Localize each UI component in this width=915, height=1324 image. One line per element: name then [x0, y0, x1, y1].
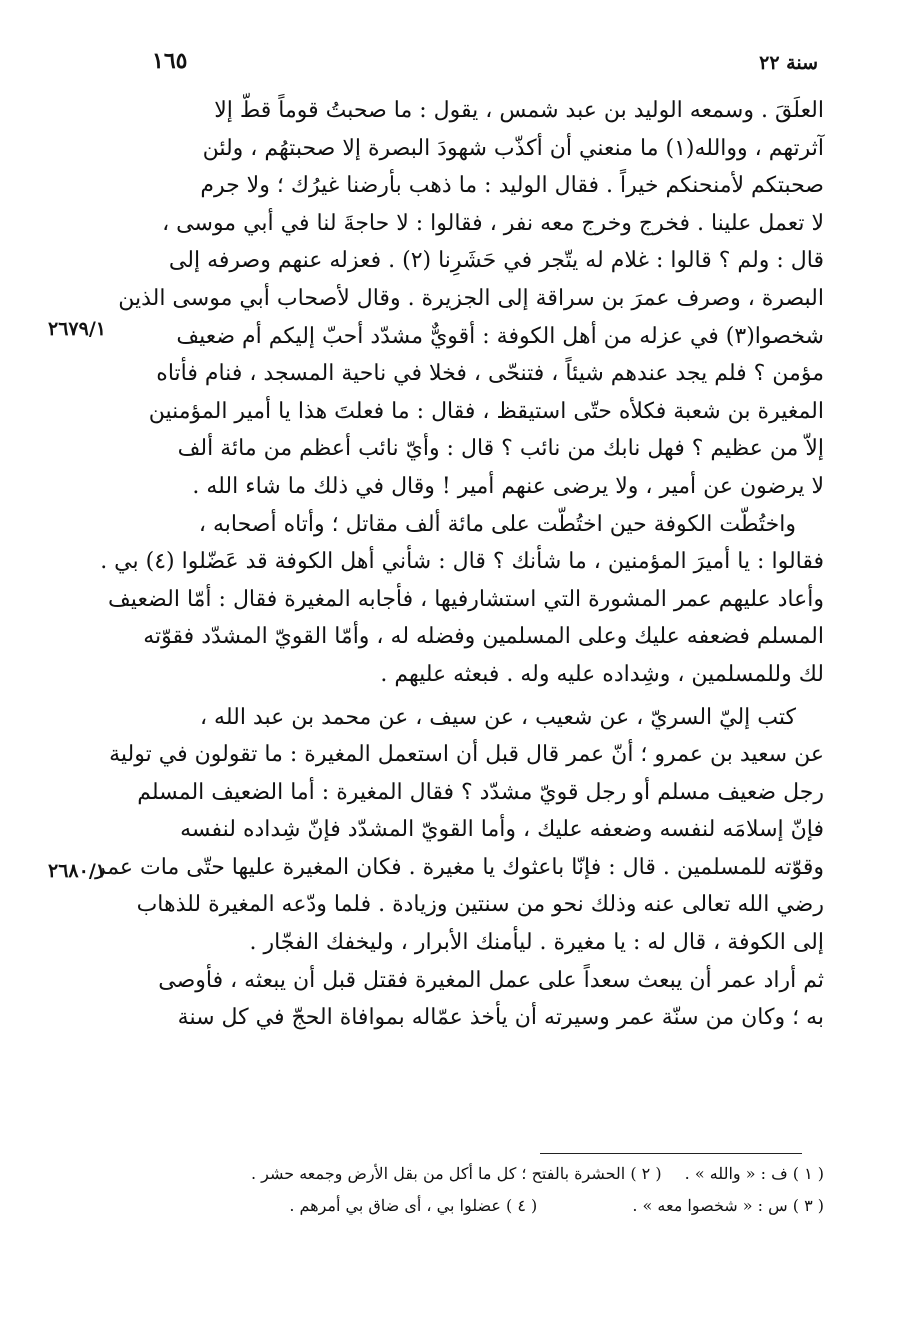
text-line: المغيرة بن شعبة فكلأه حتّى استيقظ ، فقال : ما فعلتَ هذا يا أمير المؤمنين	[148, 398, 824, 424]
text-line: العلَقَ . وسمعه الوليد بن عبد شمس ، يقول : ما صحبتُ قوماً قطّ إلا	[214, 98, 824, 123]
text-line: وأعاد عليهم عمر المشورة التي استشارفيها ، فأجابه المغيرة فقال : أمّا الضعيف	[108, 586, 824, 612]
running-title-year: سنة ٢٢	[759, 52, 818, 74]
footnote-row	[148, 1158, 824, 1190]
footnotes	[148, 1158, 824, 1222]
footnote-2: ( ٢ ) الحشرة بالفتح ؛ كل ما أكل من بقل الأرض وجمعه حشر .	[250, 1164, 662, 1183]
text-line: لك وللمسلمين ، وشِداده عليه وله . فبعثه عليهم .	[380, 661, 824, 687]
text-line: مؤمن ؟ فلم يجد عندهم شيئاً ، فتنحّى ، فخلا في ناحية المسجد ، فنام فأتاه	[156, 361, 824, 387]
text-line: لا تعمل علينا . فخرج وخرج معه نفر ، فقالوا : لا حاجةَ لنا في أبي موسى ،	[162, 210, 824, 236]
text-line: كتب إليّ السريّ ، عن شعيب ، عن سيف ، عن محمد بن عبد الله ،	[199, 704, 796, 730]
text-line: فقالوا : يا أميرَ المؤمنين ، ما شأنك ؟ قال : شأني أهل الكوفة قد عَضّلوا (٤) بي .	[100, 549, 824, 575]
footnote-4: ( ٤ ) عضلوا بي ، أى ضاق بي أمرهم .	[289, 1196, 538, 1215]
margin-reference-2: ٢٦٨٠/١	[48, 860, 106, 882]
main-text	[95, 92, 824, 1037]
text-line: البصرة ، وصرف عمرَ بن سراقة إلى الجزيرة . وقال لأصحاب أبي موسى الذين	[118, 285, 824, 311]
page-number: ١٦٥	[152, 48, 188, 74]
text-line: آثرتهم ، ووالله(١) ما منعني أن أكذّب شهودَ البصرة إلا صحبتهُم ، ولئن	[202, 135, 824, 161]
text-line: قال : ولم ؟ قالوا : غلام له يتّجر في حَشَرِنا (٢) . فعزله عنهم وصرفه إلى	[168, 248, 824, 274]
text-line: المسلم فضعفه عليك وعلى المسلمين وفضله له ، وأمّا القويّ المشدّد فقوّته	[143, 624, 824, 650]
text-line: وقوّته للمسلمين . قال : فإنّا باعثوك يا مغيرة . فكان المغيرة عليها حتّى مات عمر	[95, 854, 824, 880]
footnote-1: ( ١ ) ف : « والله » .	[684, 1164, 824, 1183]
text-line: لا يرضون عن أمير ، ولا يرضى عنهم أمير ! وقال في ذلك ما شاء الله .	[192, 473, 824, 499]
running-header	[148, 48, 818, 78]
footnote-3: ( ٣ ) س : « شخصوا معه » .	[632, 1196, 824, 1215]
text-line: به ؛ وكان من سنّة عمر وسيرته أن يأخذ عمّاله بموافاة الحجّ في كل سنة	[177, 1005, 824, 1031]
text-line: رجل ضعيف مسلم أو رجل قويّ مشدّد ؟ فقال المغيرة : أما الضعيف المسلم	[137, 779, 824, 805]
margin-reference-1: ٢٦٧٩/١	[48, 318, 106, 340]
text-line: شخصوا(٣) في عزله من أهل الكوفة : أقويٌّ مشدّد أحبّ إليكم أم ضعيف	[176, 323, 824, 349]
text-line: إلى الكوفة ، قال له : يا مغيرة . ليأمنك الأبرار ، وليخفك الفجّار .	[249, 930, 824, 956]
footnote-separator	[540, 1153, 802, 1154]
text-line: رضي الله تعالى عنه وذلك نحو من سنتين وزيادة . فلما ودّعه المغيرة للذهاب	[136, 892, 824, 918]
footnote-row	[148, 1190, 824, 1222]
text-line: ثم أراد عمر أن يبعث سعداً على عمل المغيرة فقتل قبل أن يبعثه ، فأوصى	[158, 967, 824, 993]
text-line: فإنّ إسلامَه لنفسه وضعفه عليك ، وأما القويّ المشدّد فإنّ شِداده لنفسه	[180, 817, 824, 843]
text-line: إلاّ من عظيم ؟ فهل نابك من نائب ؟ قال : وأيّ نائب أعظم من مائة ألف	[177, 436, 824, 462]
text-line: واختُطّت الكوفة حين اختُطّت على مائة ألف مقاتل ؛ وأتاه أصحابه ،	[198, 511, 796, 537]
text-line: عن سعيد بن عمرو ؛ أنّ عمر قال قبل أن استعمل المغيرة : ما تقولون في تولية	[109, 742, 824, 768]
text-line: صحبتكم لأمنحنكم خيراً . فقال الوليد : ما ذهب بأرضنا غيرُك ؛ ولا جرم	[200, 173, 824, 199]
